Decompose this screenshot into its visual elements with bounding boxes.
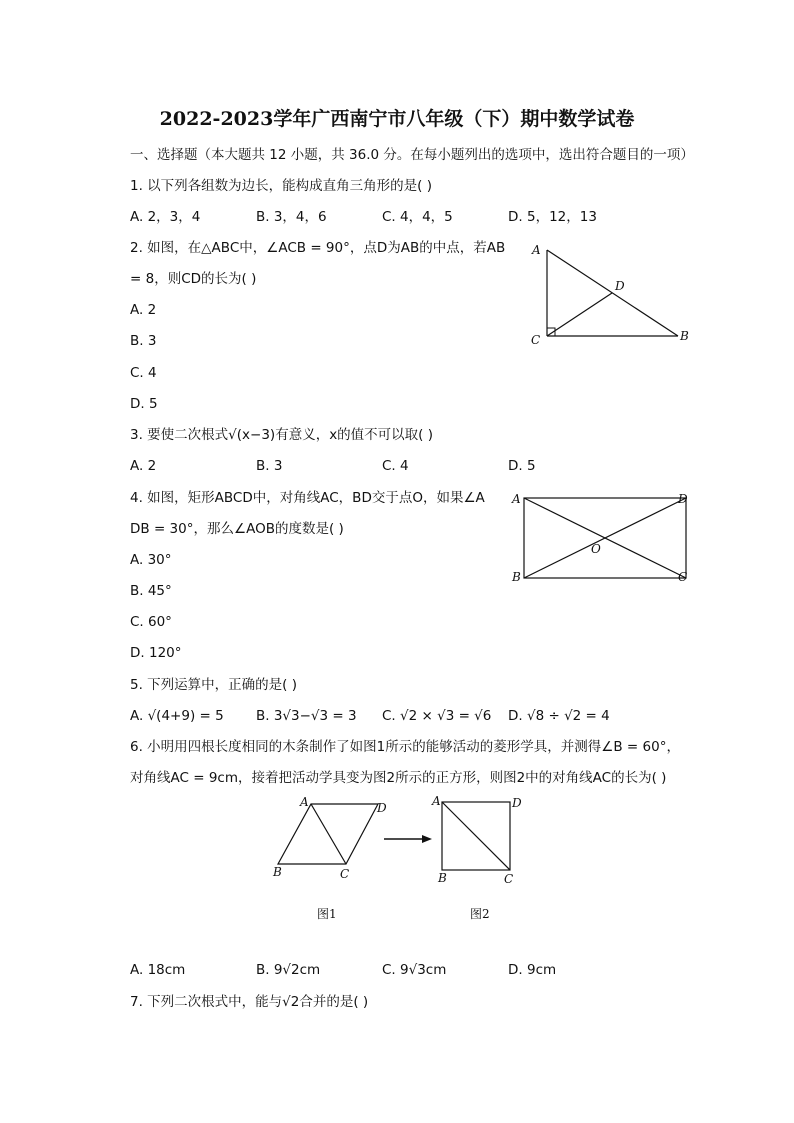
- fig2-caption: 图2: [470, 907, 490, 921]
- q2-option-a[interactable]: A. 2: [130, 302, 157, 318]
- q1-option-d[interactable]: D. 5，12，13: [508, 209, 597, 225]
- median-cd: [547, 293, 612, 336]
- q1-stem: 1. 以下列各组数为边长，能构成直角三角形的是( ): [130, 178, 432, 194]
- fig1-label-b: B: [273, 865, 282, 879]
- fig1-label-c: C: [340, 867, 350, 881]
- square-diagonal-ac: [442, 802, 510, 870]
- fig2-label-c: C: [504, 872, 514, 886]
- q4-option-b[interactable]: B. 45°: [130, 583, 172, 599]
- q1-option-a[interactable]: A. 2，3，4: [130, 209, 201, 225]
- q3-stem: 3. 要使二次根式√(x−3)有意义，x的值不可以取( ): [130, 427, 434, 443]
- q3-option-b[interactable]: B. 3: [256, 458, 283, 474]
- label-d: D: [678, 492, 688, 506]
- q4-stem-line1: 4. 如图，矩形ABCD中，对角线AC，BD交于点O，如果∠A: [130, 490, 485, 506]
- page-title: 2022-2023学年广西南宁市八年级（下）期中数学试卷: [159, 108, 635, 130]
- q3-option-c[interactable]: C. 4: [382, 458, 409, 474]
- q4-stem-line2: DB = 30°，那么∠AOB的度数是( ): [130, 521, 344, 537]
- q2-stem-line1: 2. 如图，在△ABC中，∠ACB = 90°，点D为AB的中点，若AB: [130, 240, 506, 256]
- label-c: C: [531, 333, 541, 347]
- q2-option-d[interactable]: D. 5: [130, 396, 158, 412]
- q6-option-b[interactable]: B. 9√2cm: [256, 962, 321, 978]
- fig1-label-a: A: [300, 795, 309, 809]
- label-d: D: [615, 279, 625, 293]
- q6-option-a[interactable]: A. 18cm: [130, 962, 186, 978]
- label-c: C: [678, 570, 688, 584]
- label-b: B: [512, 570, 521, 584]
- q2-option-c[interactable]: C. 4: [130, 365, 157, 381]
- q7-stem: 7. 下列二次根式中，能与√2合并的是( ): [130, 994, 369, 1010]
- arrow-head-icon: [422, 835, 432, 843]
- q5-option-c[interactable]: C. √2 × √3 = √6: [382, 708, 492, 724]
- q6-option-d[interactable]: D. 9cm: [508, 962, 557, 978]
- q4-option-d[interactable]: D. 120°: [130, 645, 182, 661]
- q2-option-b[interactable]: B. 3: [130, 333, 157, 349]
- section-heading: 一、选择题（本大题共 12 小题，共 36.0 分。在每小题列出的选项中，选出符合题目的一项）: [130, 147, 694, 163]
- q1-option-b[interactable]: B. 3，4，6: [256, 209, 327, 225]
- q5-option-d[interactable]: D. √8 ÷ √2 = 4: [508, 708, 610, 724]
- fig1-label-d: D: [377, 801, 387, 815]
- label-b: B: [680, 329, 689, 343]
- fig2-label-b: B: [438, 871, 447, 885]
- q3-option-a[interactable]: A. 2: [130, 458, 157, 474]
- q6-rhombus-to-square-figure: [266, 792, 536, 892]
- q2-triangle-figure: [520, 236, 700, 348]
- fig2-label-a: A: [432, 794, 441, 808]
- label-a: A: [512, 492, 521, 506]
- q5-stem: 5. 下列运算中，正确的是( ): [130, 677, 297, 693]
- q4-option-a[interactable]: A. 30°: [130, 552, 172, 568]
- q4-option-c[interactable]: C. 60°: [130, 614, 172, 630]
- q4-rectangle-figure: [508, 488, 698, 586]
- rhombus-diagonal-ac: [311, 804, 346, 864]
- q6-stem-line1: 6. 小明用四根长度相同的木条制作了如图1所示的能够活动的菱形学具，并测得∠B = 60°，: [130, 739, 680, 755]
- fig2-label-d: D: [512, 796, 522, 810]
- label-a: A: [532, 243, 541, 257]
- q5-option-a[interactable]: A. √(4+9) = 5: [130, 708, 224, 724]
- q6-option-c[interactable]: C. 9√3cm: [382, 962, 447, 978]
- q2-stem-line2: = 8，则CD的长为( ): [130, 271, 257, 287]
- label-o: O: [591, 542, 601, 556]
- fig1-caption: 图1: [317, 907, 337, 921]
- q6-stem-line2: 对角线AC = 9cm，接着把活动学具变为图2所示的正方形，则图2中的对角线AC的长为( ): [130, 770, 667, 786]
- q5-option-b[interactable]: B. 3√3−√3 = 3: [256, 708, 357, 724]
- q1-option-c[interactable]: C. 4，4，5: [382, 209, 453, 225]
- q3-option-d[interactable]: D. 5: [508, 458, 536, 474]
